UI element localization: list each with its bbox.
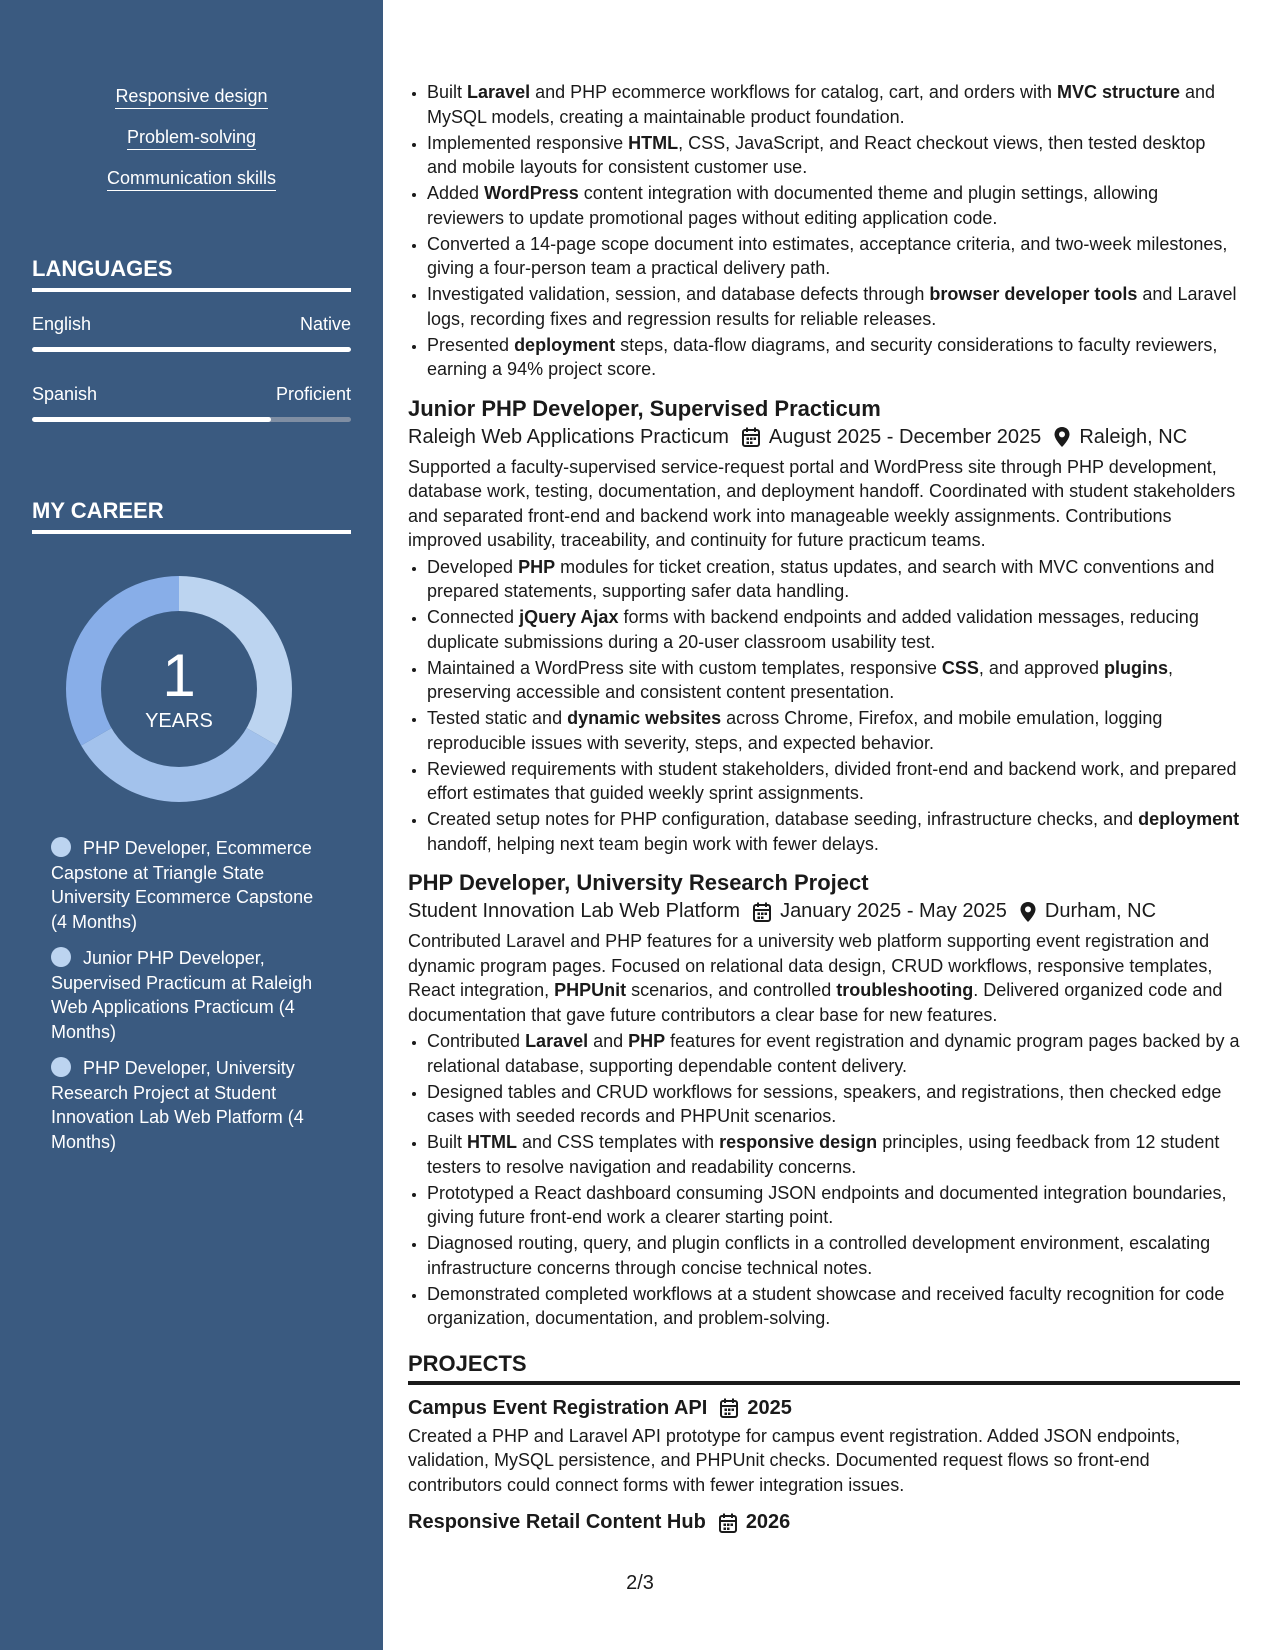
languages-heading: LANGUAGES [32, 256, 351, 292]
bold-keyword: jQuery Ajax [519, 607, 619, 627]
project-title-row [408, 1511, 1240, 1534]
job-entry [408, 396, 1240, 857]
bullet-item: • Demonstrated completed workflows at a student showcase and received faculty recognition for code organization, documentation, and problem-solving. [427, 1282, 1240, 1331]
skill-label: Responsive design [115, 86, 267, 109]
calendar-icon [719, 1397, 739, 1419]
main-content [408, 80, 1240, 1538]
top-bullet-list [408, 80, 1240, 382]
bullet-item: • Connected jQuery Ajax forms with backend endpoints and added validation messages, reducing duplicate submissions during a 20-user classroom usability test. [427, 605, 1240, 654]
project-title: Campus Event Registration API [408, 1396, 708, 1419]
job-bullet-list [408, 1029, 1240, 1331]
language-proficiency-fill [32, 347, 351, 352]
job-summary: Supported a faculty-supervised service-request portal and WordPress site through PHP development, database work, testing, documentation, and deployment handoff. Coordinated with student stakeholders and separated front-end and backend work into manageable weekly assignments. Contributions improved usability, traceability, and continuity for future practicum teams. [408, 456, 1236, 550]
job-entry [408, 870, 1240, 1331]
career-item-text: PHP Developer, Ecommerce Capstone at Triangle State University Ecommerce Capstone (4 Months) [51, 838, 314, 932]
project-entry [408, 1397, 1240, 1498]
language-english [32, 314, 351, 352]
job-company: Student Innovation Lab Web Platform [408, 900, 741, 922]
bullet-item: • Built Laravel and PHP ecommerce workflows for catalog, cart, and orders with MVC structure and MySQL models, creating a maintainable product foundation. [427, 80, 1240, 129]
bullet-item: • Presented deployment steps, data-flow diagrams, and security considerations to faculty reviewers, earning a 94% project score. [427, 333, 1240, 382]
career-item [51, 1056, 331, 1154]
bullet-item: • Developed PHP modules for ticket creation, status updates, and search with MVC conventions and prepared statements, supporting safer data handling. [427, 555, 1240, 604]
language-proficiency-fill [32, 417, 271, 422]
skill-item [0, 86, 383, 107]
job-meta [408, 900, 1240, 923]
projects-heading: PROJECTS [408, 1351, 1240, 1385]
bullet-item: • Reviewed requirements with student stakeholders, divided front-end and backend work, and prepared effort estimates that guided weekly sprint assignments. [427, 757, 1240, 806]
job-dates: January 2025 - May 2025 [780, 900, 1007, 922]
bold-keyword: WordPress [484, 183, 579, 203]
bold-keyword: browser developer tools [929, 284, 1138, 304]
career-item [51, 836, 331, 934]
job-location: Durham, NC [1044, 900, 1157, 922]
bullet-item: • Diagnosed routing, query, and plugin conflicts in a controlled development environment, escalating infrastructure concerns through concise technical notes. [427, 1231, 1240, 1280]
career-heading: MY CAREER [32, 498, 351, 534]
career-years-number: 1 [162, 642, 196, 709]
job-company: Raleigh Web Applications Practicum [408, 425, 729, 448]
job-title: Junior PHP Developer, Supervised Practicum [408, 395, 881, 421]
calendar-icon [752, 901, 772, 923]
bullet-item: • Created setup notes for PHP configuration, database seeding, infrastructure checks, and deployment handoff, helping next team begin work with fewer delays. [427, 807, 1240, 856]
bullet-item: • Built HTML and CSS templates with responsive design principles, using feedback from 12 student testers to resolve navigation and readability concerns. [427, 1130, 1240, 1179]
language-spanish [32, 384, 351, 422]
bold-keyword: PHPUnit [554, 980, 627, 1000]
language-proficiency-bar [32, 347, 351, 352]
bullet-item: • Converted a 14-page scope document into estimates, acceptance criteria, and two-week milestones, giving a four-person team a practical delivery path. [427, 232, 1240, 281]
job-dates: August 2025 - December 2025 [768, 425, 1042, 448]
language-level: Proficient [275, 384, 351, 404]
skill-label: Communication skills [107, 168, 276, 191]
project-year: 2025 [747, 1396, 792, 1419]
bold-keyword: responsive design [719, 1132, 878, 1152]
project-year: 2026 [745, 1511, 791, 1533]
bullet-item: • Designed tables and CRUD workflows for sessions, speakers, and registrations, then checked edge cases with seeded records and PHPUnit scenarios. [427, 1080, 1240, 1129]
bullet-item: • Prototyped a React dashboard consuming JSON endpoints and documented integration boundaries, giving future front-end work a clearer starting point. [427, 1181, 1240, 1230]
map-pin-icon [1019, 901, 1037, 923]
bold-keyword: plugins [1104, 657, 1169, 678]
bold-keyword: HTML [467, 1132, 518, 1152]
job-title: PHP Developer, University Research Project [408, 870, 869, 895]
career-item-text: PHP Developer, University Research Project at Student Innovation Lab Web Platform (4 Months) [51, 1058, 304, 1152]
bold-keyword: PHP [628, 1031, 666, 1051]
language-name: Spanish [32, 384, 98, 404]
skill-item [0, 127, 383, 148]
bold-keyword: deployment [1138, 809, 1240, 829]
bold-keyword: CSS [941, 657, 979, 678]
project-title-row [408, 1397, 1240, 1420]
bullet-item: • Implemented responsive HTML, CSS, JavaScript, and React checkout views, then tested desktop and mobile layouts for consistent customer use. [427, 131, 1240, 180]
project-description: Created a PHP and Laravel API prototype for campus event registration. Added JSON endpoints, validation, MySQL persistence, and PHPUnit checks. Documented request flows so front-end contributors could connect forms with fewer integration issues. [408, 1425, 1181, 1495]
career-dot-icon [51, 837, 71, 857]
bold-keyword: MVC structure [1056, 82, 1180, 102]
calendar-icon [718, 1512, 738, 1534]
job-meta [408, 426, 1240, 449]
bold-keyword: deployment [514, 334, 616, 355]
bold-keyword: PHP [518, 556, 556, 577]
project-entry [408, 1511, 1240, 1534]
career-list [51, 836, 331, 1166]
language-proficiency-bar [32, 417, 351, 422]
job-location: Raleigh, NC [1079, 425, 1188, 448]
bullet-item: • Maintained a WordPress site with custom templates, responsive CSS, and approved plugins, preserving accessible and consistent content presentation. [427, 656, 1240, 705]
skill-label: Problem-solving [127, 127, 256, 150]
career-dot-icon [51, 947, 71, 967]
job-bullet-list [408, 555, 1240, 857]
bold-keyword: troubleshooting [836, 980, 974, 1000]
skills-list [0, 86, 383, 209]
map-pin-icon [1053, 426, 1071, 448]
sidebar [0, 0, 383, 1650]
bold-keyword: dynamic websites [567, 708, 722, 728]
bullet-item: • Tested static and dynamic websites across Chrome, Firefox, and mobile emulation, logging reproducible issues with severity, steps, and expected behavior. [427, 706, 1240, 755]
career-years-label: YEARS [145, 710, 213, 732]
career-item [51, 946, 331, 1044]
page-number: 2/3 [626, 1572, 654, 1594]
calendar-icon [741, 426, 761, 448]
bullet-item: • Investigated validation, session, and database defects through browser developer tools and Laravel logs, recording fixes and regression results for reliable releases. [427, 282, 1240, 331]
bold-keyword: HTML [628, 132, 679, 153]
project-title: Responsive Retail Content Hub [408, 1511, 706, 1533]
bullet-item: • Added WordPress content integration with documented theme and plugin settings, allowing reviewers to update promotional pages without editing application code. [427, 181, 1240, 230]
career-dot-icon [51, 1057, 71, 1077]
skill-item [0, 168, 383, 189]
job-summary: Contributed Laravel and PHP features for a university web platform supporting event registration and dynamic program pages. Focused on relational data design, CRUD workflows, responsive templates, React integration, PHPUnit scenarios, and controlled troubleshooting. Delivered organized code and documentation that gave future contributors a clear base for new features. [408, 931, 1223, 1025]
bold-keyword: Laravel [525, 1031, 589, 1051]
bold-keyword: Laravel [467, 82, 531, 102]
career-item-text: Junior PHP Developer, Supervised Practicum at Raleigh Web Applications Practicum (4 Months) [51, 948, 313, 1042]
language-level: Native [299, 314, 351, 334]
language-name: English [32, 314, 92, 334]
bullet-item: • Contributed Laravel and PHP features for event registration and dynamic program pages backed by a relational database, supporting dependable content delivery. [427, 1029, 1240, 1078]
